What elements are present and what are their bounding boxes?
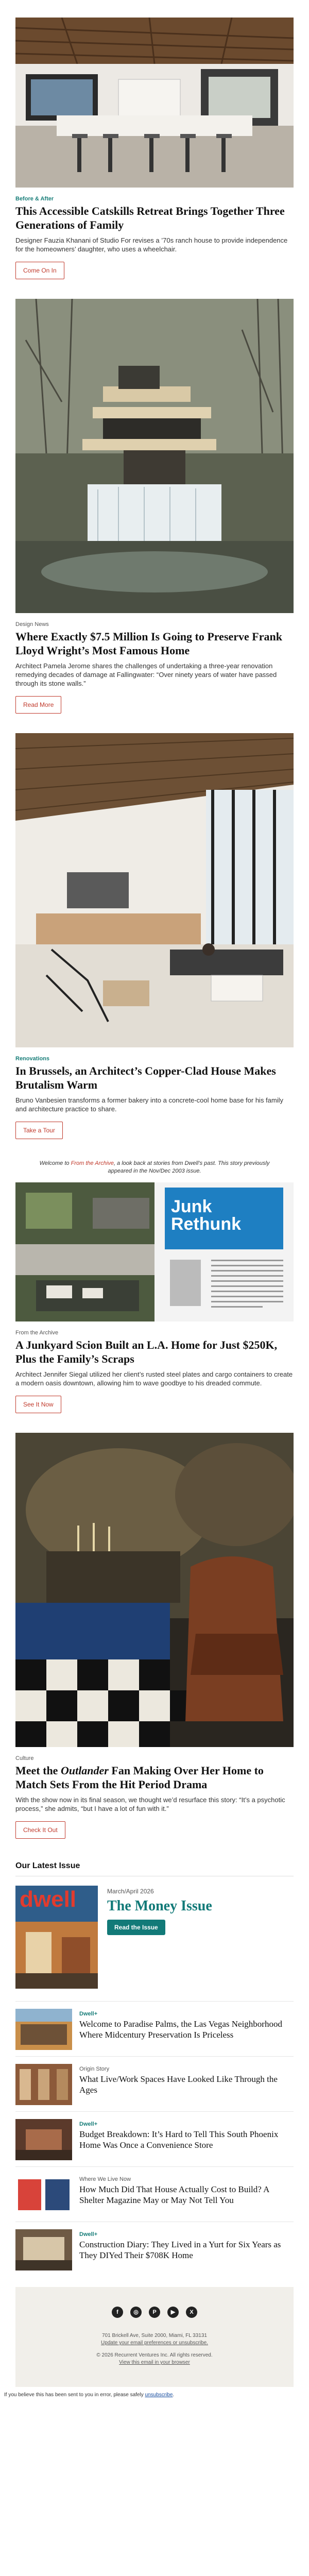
list-item[interactable]	[15, 2001, 294, 2056]
story-brussels	[15, 733, 294, 1141]
see-it-now-button[interactable]: See It Now	[15, 1396, 61, 1413]
list-item-title[interactable]: Welcome to Paradise Palms, the Las Vegas Neighborhood Where Midcentury Preservation Is Priceless	[79, 2019, 282, 2040]
list-item-category: Origin Story	[79, 2066, 110, 2072]
from-the-archive-link[interactable]: From the Archive	[71, 1160, 114, 1166]
take-a-tour-button[interactable]: Take a Tour	[15, 1122, 63, 1139]
issue-date: March/April 2026	[107, 1888, 154, 1895]
issue-details	[107, 1886, 212, 1989]
story-dek: With the show now in its final season, we thought we’d resurface this story: “It’s a psychotic process,” she admits, “but I have a lot of fun with it.”	[15, 1796, 285, 1812]
list-item-category: Dwell+	[79, 2011, 98, 2017]
list-item-title[interactable]: What Live/Work Spaces Have Looked Like Through the Ages	[79, 2074, 278, 2095]
title-post: Fan Making Over Her Home to Match Sets From the Hit Period Drama	[15, 1764, 264, 1791]
come-on-in-button[interactable]: Come On In	[15, 262, 64, 279]
list-item-title[interactable]: Construction Diary: They Lived in a Yurt for Six Years as They DIYed Their $708K Home	[79, 2240, 281, 2260]
list-item-thumbnail[interactable]	[15, 2229, 72, 2270]
social-links	[15, 2307, 294, 2318]
latest-issue-heading: Our Latest Issue	[15, 1861, 80, 1870]
issue-title[interactable]: The Money Issue	[107, 1898, 212, 1914]
story-image-fallingwater[interactable]	[15, 299, 294, 613]
x-icon[interactable]: X	[186, 2307, 197, 2318]
list-item-thumbnail[interactable]	[15, 2119, 72, 2160]
story-dek: Architect Pamela Jerome shares the challenges of undertaking a three-year renovation remedying decades of damage at Fallingwater: “Over ninety years of water have passed through its stone walls.”	[15, 662, 277, 687]
story-outlander	[15, 1433, 294, 1841]
story-kicker: Design News	[15, 621, 49, 628]
youtube-icon[interactable]: ▶	[167, 2307, 179, 2318]
list-item-title[interactable]: Budget Breakdown: It’s Hard to Tell This South Phoenix Home Was Once a Convenience Store	[79, 2129, 279, 2150]
read-the-issue-button[interactable]: Read the Issue	[107, 1920, 165, 1935]
read-more-button[interactable]: Read More	[15, 696, 61, 714]
list-item-category: Dwell+	[79, 2231, 98, 2238]
story-image-outlander[interactable]	[15, 1433, 294, 1747]
email-preferences-link[interactable]: Update your email preferences or unsubscribe.	[101, 2340, 208, 2346]
story-dek: Architect Jennifer Siegal utilized her client’s rusted steel plates and cargo containers to create a modern oasis downtown, allowing him to wave goodbye to his dreaded commute.	[15, 1370, 293, 1387]
title-show-name: Outlander	[60, 1764, 109, 1777]
story-fallingwater	[15, 299, 294, 716]
archive-note-pre: Welcome to	[39, 1160, 71, 1166]
list-item[interactable]	[15, 2222, 294, 2277]
story-catskills	[15, 18, 294, 281]
check-it-out-button[interactable]: Check It Out	[15, 1821, 65, 1839]
list-item[interactable]	[15, 2056, 294, 2111]
story-dek: Bruno Vanbesien transforms a former bakery into a concrete-cool home base for his family and architecture practice to share.	[15, 1096, 283, 1113]
view-in-browser-link[interactable]: View this email in your browser	[119, 2360, 190, 2365]
list-item[interactable]	[15, 2111, 294, 2166]
pinterest-icon[interactable]: P	[149, 2307, 160, 2318]
archive-note-post: , a look back at stories from Dwell’s past. This story previously appeared in the Nov/Dec 2003 issue.	[108, 1160, 270, 1174]
note-post: .	[173, 2392, 175, 2398]
story-kicker: Culture	[15, 1755, 34, 1761]
latest-issue	[15, 1876, 294, 2001]
footer	[15, 2287, 294, 2387]
story-title[interactable]: A Junkyard Scion Built an L.A. Home for Just $250K, Plus the Family’s Scraps	[15, 1338, 278, 1365]
footer-address: 701 Brickell Ave, Suite 2000, Miami, FL 33131	[101, 2333, 207, 2338]
facebook-icon[interactable]: f	[112, 2307, 123, 2318]
newsletter	[15, 18, 294, 2387]
story-kicker: Renovations	[15, 1056, 50, 1062]
instagram-icon[interactable]: ◎	[130, 2307, 142, 2318]
list-item[interactable]	[15, 2166, 294, 2222]
story-title[interactable]: This Accessible Catskills Retreat Brings Together Three Generations of Family	[15, 205, 285, 231]
story-kicker: From the Archive	[15, 1330, 59, 1336]
story-title[interactable]	[15, 1764, 294, 1791]
story-title[interactable]: Where Exactly $7.5 Million Is Going to Preserve Frank Lloyd Wright’s Most Famous Home	[15, 630, 282, 657]
list-item-thumbnail[interactable]	[15, 2009, 72, 2050]
story-title[interactable]: In Brussels, an Architect’s Copper-Clad House Makes Brutalism Warm	[15, 1064, 276, 1091]
list-item-thumbnail[interactable]	[15, 2174, 72, 2215]
list-item-category: Dwell+	[79, 2121, 98, 2127]
cover-logo: dwell	[20, 1887, 77, 1912]
story-kicker: Before & After	[15, 196, 54, 202]
issue-cover[interactable]	[15, 1886, 98, 1989]
note-pre: If you believe this has been sent to you in error, please safely	[4, 2392, 145, 2398]
story-dek: Designer Fauzia Khanani of Studio For revises a ’70s ranch house to provide independence for the homeowners’ daughter, who uses a wheelchair.	[15, 236, 288, 253]
list-item-category: Where We Live Now	[79, 2176, 131, 2182]
title-pre: Meet the	[15, 1764, 61, 1777]
footer-copyright: © 2026 Recurrent Ventures Inc. All rights reserved.	[96, 2352, 213, 2358]
magazine-headline: Junk Rethunk	[171, 1197, 241, 1234]
unsubscribe-link[interactable]: unsubscribe	[145, 2392, 173, 2398]
archive-intro-note	[31, 1160, 278, 1175]
list-item-title[interactable]: How Much Did That House Actually Cost to Build? A Shelter Magazine May or May Not Tell You	[79, 2184, 269, 2205]
story-image-junkyard[interactable]	[15, 1182, 294, 1321]
story-image-brussels[interactable]	[15, 733, 294, 1047]
story-image-kitchen[interactable]	[15, 18, 294, 188]
story-junkyard	[15, 1182, 294, 1415]
list-item-thumbnail[interactable]	[15, 2064, 72, 2105]
error-unsubscribe-note	[4, 2392, 309, 2398]
